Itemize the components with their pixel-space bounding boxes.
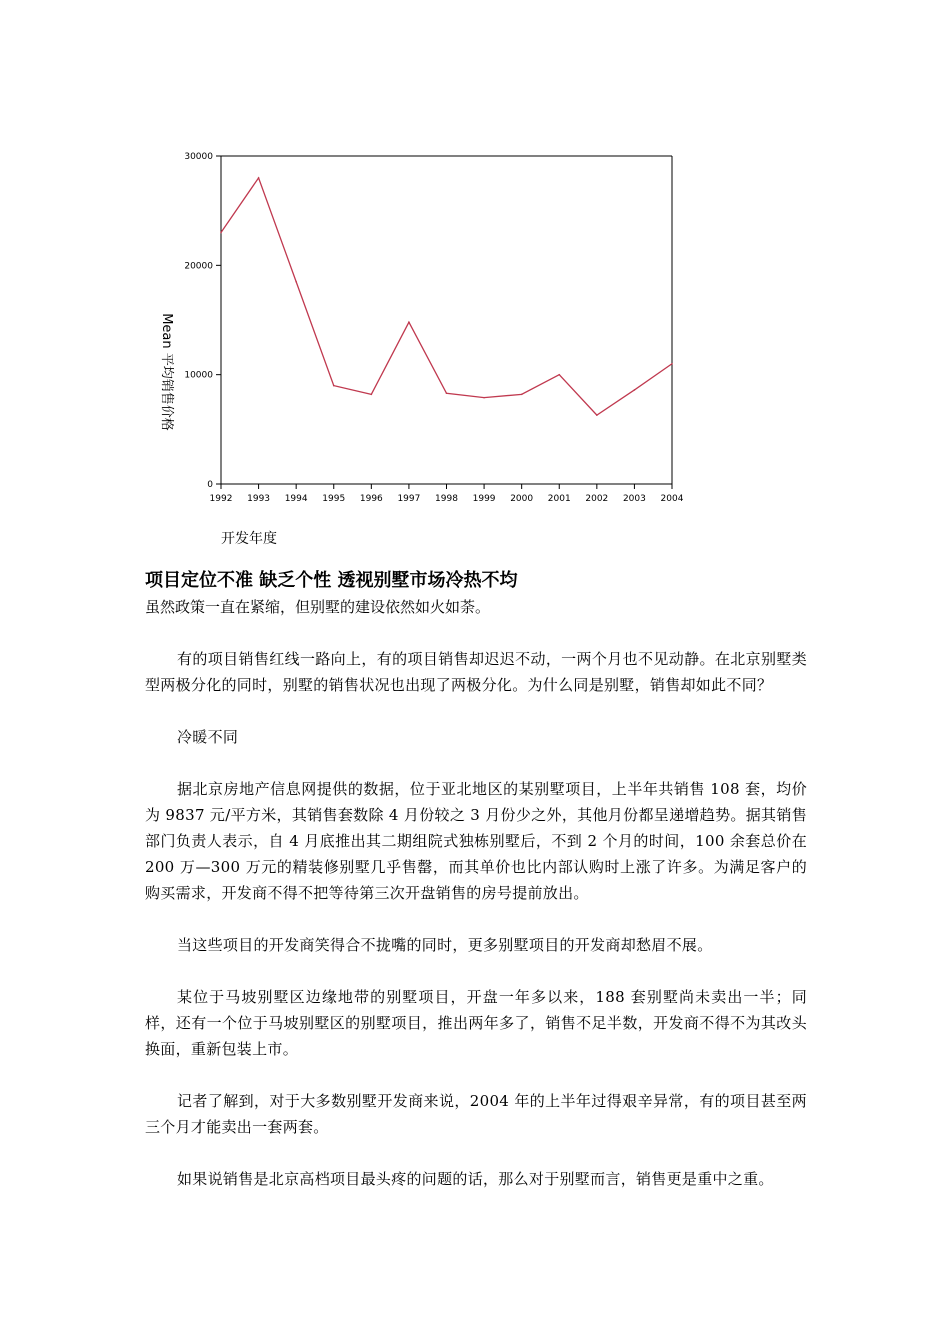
y-axis-title: Mean 平均销售价格 bbox=[159, 313, 174, 431]
y-tick-label: 10000 bbox=[184, 370, 213, 381]
x-tick-label: 2004 bbox=[660, 494, 684, 504]
paragraph: 有的项目销售红线一路向上，有的项目销售却迟迟不动，一两个月也不见动静。在北京别墅类型两极分化的同时，别墅的销售状况也出现了两极分化。为什么同是别墅，销售却如此不同？ bbox=[145, 650, 807, 694]
data-point bbox=[446, 392, 448, 394]
data-point bbox=[333, 385, 335, 387]
article bbox=[145, 568, 807, 1192]
x-tick-label: 2002 bbox=[585, 494, 609, 504]
paragraph: 当这些项目的开发商笑得合不拢嘴的同时，更多别墅项目的开发商却愁眉不展。 bbox=[177, 936, 713, 954]
data-point bbox=[295, 281, 297, 283]
article-lead: 虽然政策一直在紧缩，但别墅的建设依然如火如荼。 bbox=[145, 598, 491, 616]
x-tick-label: 1999 bbox=[472, 494, 496, 504]
paragraph: 如果说销售是北京高档项目最头疼的问题的话，那么对于别墅而言，销售更是重中之重。 bbox=[177, 1170, 774, 1188]
data-point bbox=[634, 389, 636, 391]
chart-canvas bbox=[150, 145, 690, 555]
data-point bbox=[258, 177, 260, 179]
series-line bbox=[221, 178, 672, 415]
data-point bbox=[220, 232, 222, 234]
x-axis-title: 开发年度 bbox=[221, 531, 277, 547]
data-point bbox=[521, 394, 523, 396]
y-tick-label: 0 bbox=[207, 480, 213, 490]
paragraph: 某位于马坡别墅区边缘地带的别墅项目，开盘一年多以来，188 套别墅尚未卖出一半；同样，还有一个位于马坡别墅区的别墅项目，推出两年多了，销售不足半数，开发商不得不为其改头换面，重新包装上市。 bbox=[145, 988, 807, 1058]
x-tick-label: 2000 bbox=[510, 494, 534, 504]
data-point bbox=[371, 394, 373, 396]
data-point bbox=[596, 414, 598, 416]
x-tick-label: 1995 bbox=[322, 494, 346, 504]
x-tick-label: 2003 bbox=[622, 494, 646, 504]
x-tick-label: 1992 bbox=[209, 494, 233, 504]
data-point bbox=[408, 321, 410, 323]
x-tick-label: 1997 bbox=[397, 494, 421, 504]
line-chart bbox=[150, 145, 690, 555]
x-tick-label: 1998 bbox=[435, 494, 458, 504]
data-point bbox=[558, 374, 560, 376]
paragraph: 冷暖不同 bbox=[177, 728, 239, 746]
data-point bbox=[671, 363, 673, 365]
x-tick-label: 1993 bbox=[247, 494, 271, 504]
x-tick-label: 1994 bbox=[284, 494, 308, 504]
x-tick-label: 1996 bbox=[359, 494, 383, 504]
y-tick-label: 30000 bbox=[184, 152, 213, 162]
x-tick-label: 2001 bbox=[547, 494, 571, 504]
article-heading: 项目定位不准 缺乏个性 透视别墅市场冷热不均 bbox=[145, 570, 518, 591]
y-tick-label: 20000 bbox=[184, 261, 213, 272]
paragraph: 记者了解到，对于大多数别墅开发商来说，2004 年的上半年过得艰辛异常，有的项目甚至两三个月才能卖出一套两套。 bbox=[145, 1092, 807, 1136]
paragraph: 据北京房地产信息网提供的数据，位于亚北地区的某别墅项目，上半年共销售 108 套，均价为 9837 元/平方米，其销售套数除 4 月份较之 3 月份少之外，其他月份都呈递增趋势。据其销售部门负责人表示，自 4 月底推出其二期组院式独栋别墅后，不到 2 个月的时间，100 余套总价在 200 万—300 万元的精装修别墅几乎售罄，而其单价也比内部认购时上涨了许多。为满足客户的购买需求，开发商不得不把等待第三次开盘销售的房号提前放出。 bbox=[145, 780, 807, 902]
data-point bbox=[483, 397, 485, 399]
